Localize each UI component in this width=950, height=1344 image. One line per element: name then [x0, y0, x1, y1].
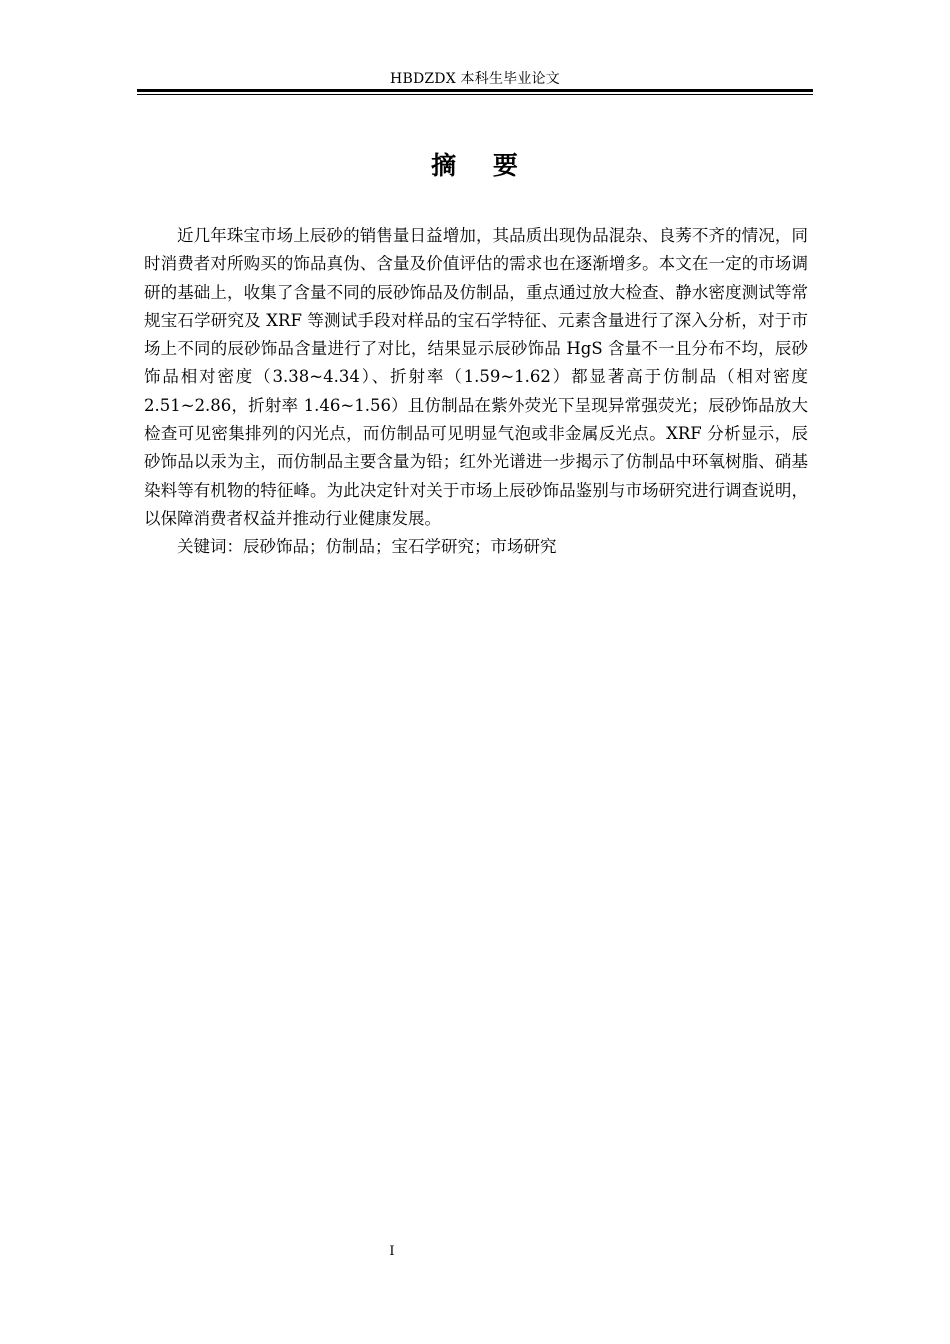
abstract-body — [144, 222, 808, 562]
keywords-line: 关键词：辰砂饰品；仿制品；宝石学研究；市场研究 — [177, 537, 557, 557]
page-number: I — [389, 1244, 395, 1259]
abstract-title: 摘 要 — [431, 151, 519, 180]
header-rule — [137, 89, 813, 92]
header-rule-thin — [137, 94, 813, 95]
running-header: HBDZDX 本科生毕业论文 — [390, 71, 560, 87]
abstract-paragraph: 近几年珠宝市场上辰砂的销售量日益增加，其品质出现伪品混杂、良莠不齐的情况，同时消费者对所购买的饰品真伪、含量及价值评估的需求也在逐渐增多。本文在一定的市场调研的基础上，收集了含量不同的辰砂饰品及仿制品，重点通过放大检查、静水密度测试等常规宝石学研究及 XRF 等测试手段对样品的宝石学特征、元素含量进行了深入分析，对于市场上不同的辰砂饰品含量进行了对比，结果显示辰砂饰品 HgS 含量不一且分布不均，辰砂饰品相对密度（3.38~4.34）、折射率（1.59~1.62）都显著高于仿制品（相对密度2.51~2.86，折射率 1.46~1.56）且仿制品在紫外荧光下呈现异常强荧光；辰砂饰品放大检查可见密集排列的闪光点，而仿制品可见明显气泡或非金属反光点。XRF 分析显示，辰砂饰品以汞为主，而仿制品主要含量为铅；红外光谱进一步揭示了仿制品中环氧树脂、硝基染料等有机物的特征峰。为此决定针对关于市场上辰砂饰品鉴别与市场研究进行调查说明，以保障消费者权益并推动行业健康发展。 — [144, 226, 808, 528]
